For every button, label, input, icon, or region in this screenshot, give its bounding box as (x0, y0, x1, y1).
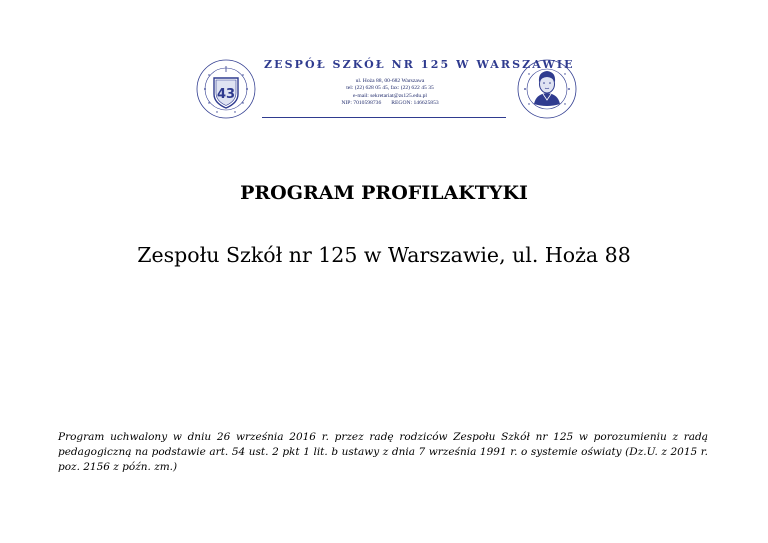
nip-number: NIP: 7010598736 (341, 100, 382, 107)
school-emblem-right-icon (516, 58, 578, 120)
letterhead-divider (262, 117, 506, 118)
phone-fax-line: tel: (22) 628 05 45, fax: (22) 622 45 35 (346, 85, 434, 92)
document-title: PROGRAM PROFILAKTYKI (240, 182, 528, 204)
emblem-number: 43 (216, 87, 236, 102)
email-line: e-mail: sekretariat@zs125.edu.pl (353, 92, 427, 99)
address-line: ul. Hoża 88, 00-682 Warszawa (355, 78, 425, 84)
school-name: ZESPÓŁ SZKÓŁ NR 125 W WARSZAWIE (264, 58, 575, 71)
regon-number: REGON: 146625853 (391, 100, 439, 107)
document-subtitle: Zespołu Szkół nr 125 w Warszawie, ul. Hoża 88 (137, 243, 631, 267)
contact-block (300, 78, 480, 108)
school-emblem-left-icon (195, 58, 257, 120)
registration-ids (300, 100, 480, 107)
adoption-note: Program uchwalony w dniu 26 września 2016 r. przez radę rodziców Zespołu Szkół nr 125 w porozumieniu z radą pedagogiczną na podstawie art. 54 ust. 2 pkt 1 lit. b ustawy z dnia 7 września 1991 r. o systemie oświaty (Dz.U. z 2015 r. poz. 2156 z późn. zm.) (58, 431, 708, 473)
